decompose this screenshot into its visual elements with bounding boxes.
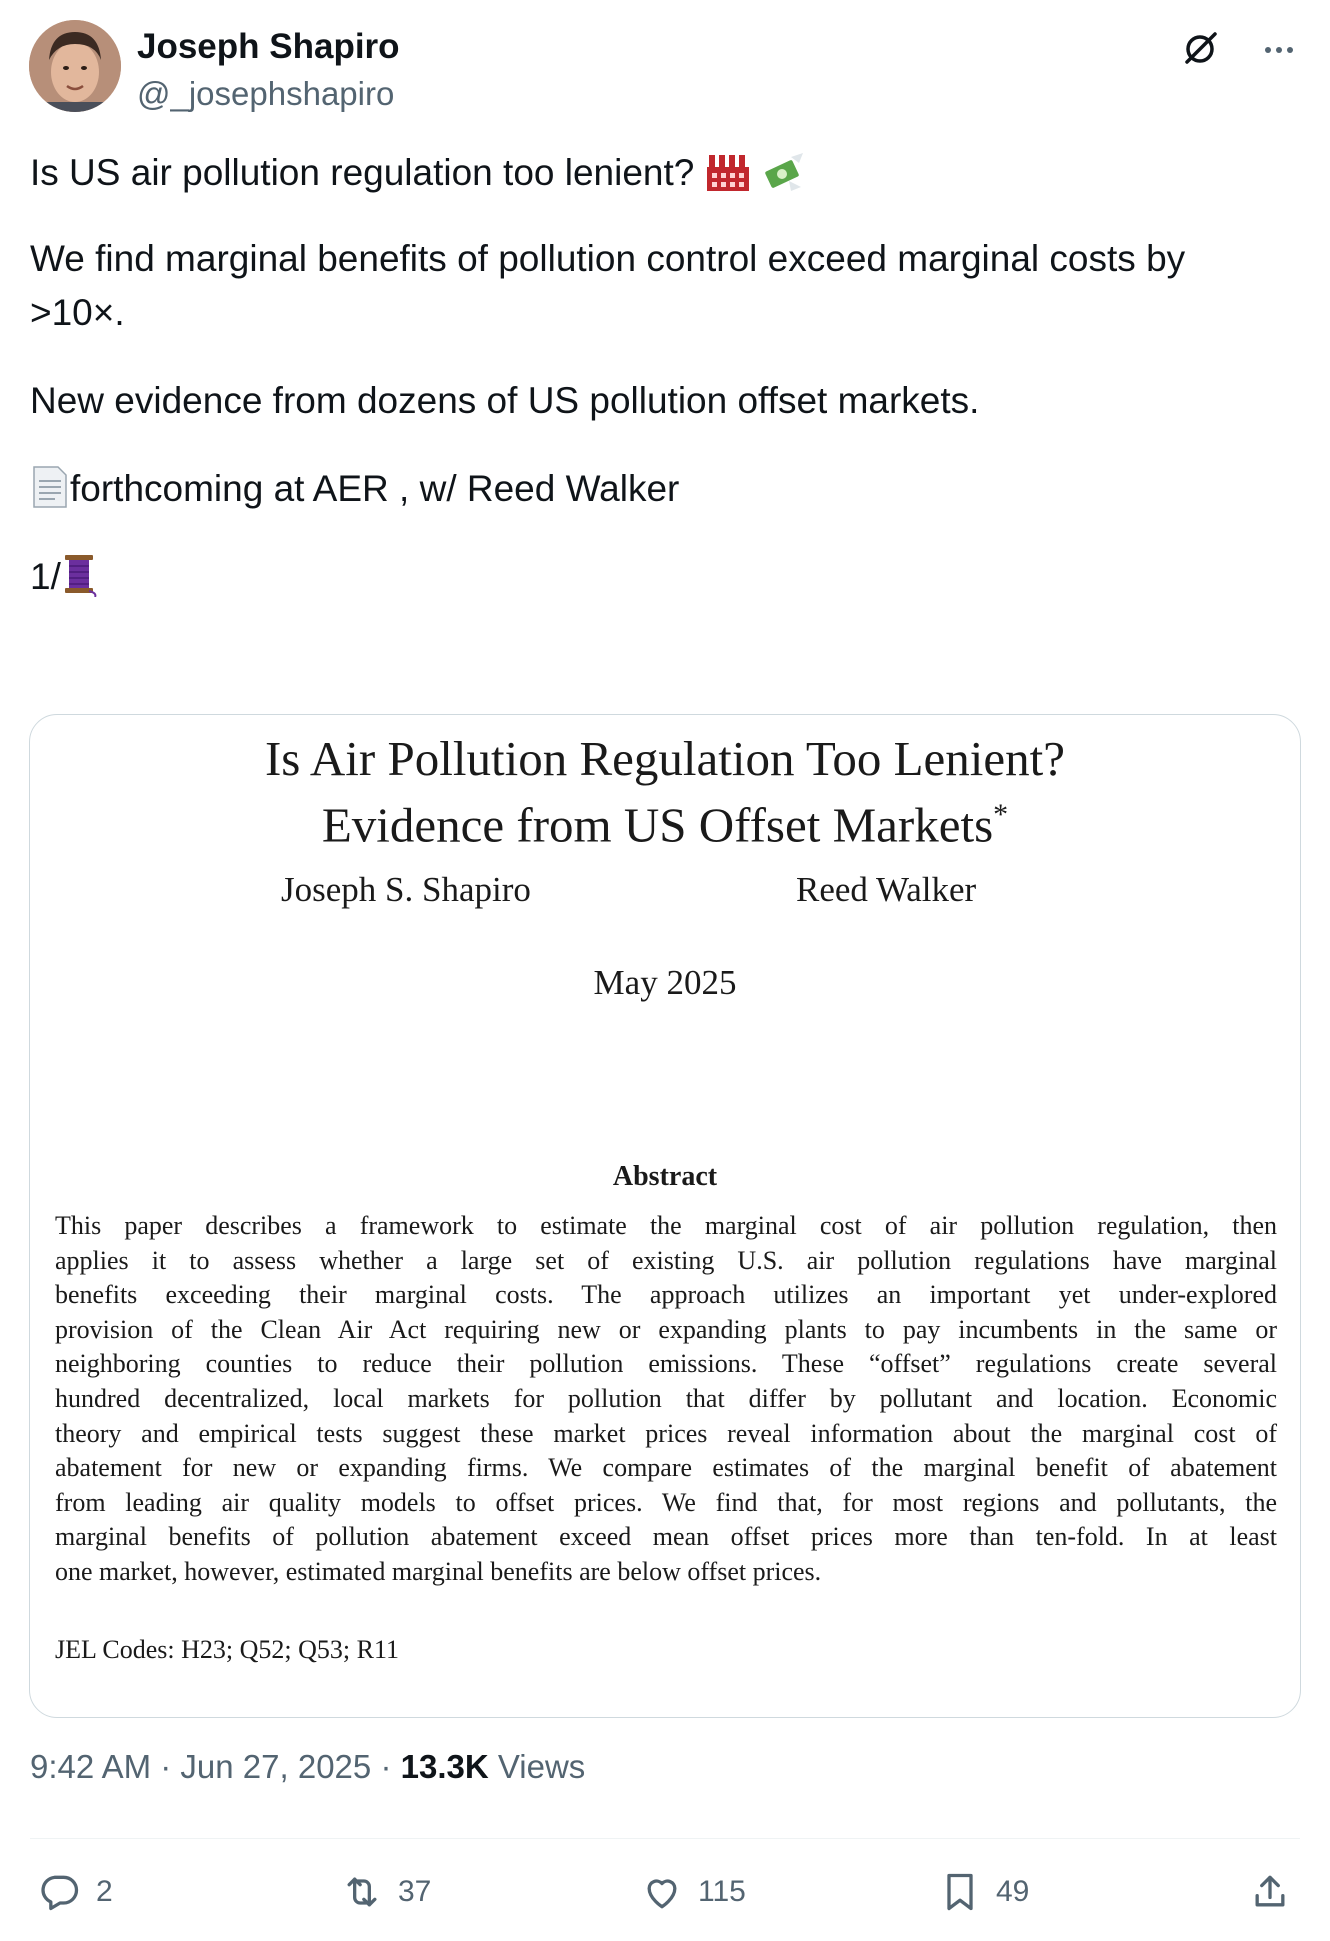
money-with-wings-emoji <box>761 151 805 193</box>
tweet-line-3: >10×. <box>30 292 125 333</box>
views-label: Views <box>497 1748 586 1785</box>
action-bar <box>30 1862 1300 1922</box>
reply-button[interactable] <box>38 1862 113 1922</box>
paper-date: May 2025 <box>593 963 737 1002</box>
paper-author-2: Reed Walker <box>796 870 977 909</box>
like-count: 115 <box>698 1875 746 1908</box>
abstract-line: neighboring counties to reduce their pollution emissions. These “offset” regulations create several <box>55 1349 1277 1379</box>
abstract-line: benefits exceeding their marginal costs. The approach utilizes an important yet under-explored <box>55 1280 1277 1310</box>
tweet-date[interactable]: Jun 27, 2025 <box>180 1748 372 1785</box>
factory-emoji <box>705 151 751 193</box>
paper-title-text: Evidence from US Offset Markets <box>321 797 994 853</box>
share-icon <box>1248 1870 1292 1914</box>
tweet-header <box>29 18 1301 116</box>
tweet-line <box>30 146 805 200</box>
paper-title-line-2 <box>30 787 1300 853</box>
paper-image-card[interactable] <box>29 714 1301 1718</box>
abstract-line: provision of the Clean Air Act requiring new or expanding plants to pay incumbents in the same or <box>55 1314 1277 1344</box>
abstract-line: abatement for new or expanding firms. We compare estimates of the marginal benefit of abatement <box>55 1453 1277 1483</box>
abstract-line: applies it to assess whether a large set of existing U.S. air pollution regulations have marginal <box>55 1245 1277 1275</box>
abstract-line: hundred decentralized, local markets for pollution that differ by pollutant and location. Economic <box>55 1383 1277 1413</box>
abstract-line: marginal benefits of pollution abatement exceed mean offset prices more than ten-fold. In at least <box>55 1522 1277 1552</box>
heart-icon <box>640 1870 684 1914</box>
divider <box>30 1838 1300 1839</box>
tweet-line-1: Is US air pollution regulation too lenient? <box>30 152 695 193</box>
abstract-line: one market, however, estimated marginal benefits are below offset prices. <box>55 1556 822 1586</box>
avatar[interactable] <box>29 20 121 112</box>
jel-codes: JEL Codes: H23; Q52; Q53; R11 <box>55 1635 400 1664</box>
tweet-line <box>30 462 679 516</box>
paper-author-1: Joseph S. Shapiro <box>281 870 531 909</box>
more-options-icon[interactable] <box>1257 28 1301 72</box>
abstract-line: This paper describes a framework to estimate the marginal cost of air pollution regulation, then <box>55 1211 1277 1240</box>
bookmark-button[interactable] <box>938 1862 1029 1922</box>
repost-button[interactable] <box>340 1862 431 1922</box>
reply-icon <box>38 1870 82 1914</box>
reply-count: 2 <box>96 1875 113 1908</box>
title-footnote-mark: * <box>993 798 1009 831</box>
display-name[interactable]: Joseph Shapiro <box>137 27 400 66</box>
paper-title-line-1: Is Air Pollution Regulation Too Lenient? <box>264 731 1065 786</box>
abstract-line: from leading air quality models to offset prices. We find that, for most regions and pollutants, the <box>55 1487 1277 1517</box>
bookmark-count: 49 <box>996 1875 1030 1908</box>
repost-count: 37 <box>398 1875 432 1908</box>
tweet-line-2: We find marginal benefits of pollution control exceed marginal costs by <box>30 238 1186 279</box>
bookmark-icon <box>938 1870 982 1914</box>
tweet-meta <box>30 1748 585 1786</box>
abstract-heading: Abstract <box>612 1161 718 1192</box>
grok-icon[interactable] <box>1179 26 1223 70</box>
share-button[interactable] <box>1248 1862 1292 1922</box>
tweet-time[interactable]: 9:42 AM <box>30 1748 152 1785</box>
repost-icon <box>340 1870 384 1914</box>
thread-emoji <box>61 553 99 597</box>
abstract-line: theory and empirical tests suggest these market prices reveal information about the marginal cost of <box>55 1418 1277 1448</box>
views-count: 13.3K <box>400 1748 489 1785</box>
meta-separator: · <box>160 1748 172 1785</box>
tweet-line-6: 1/ <box>30 556 61 597</box>
like-button[interactable] <box>640 1862 746 1922</box>
handle[interactable]: @_josephshapiro <box>137 75 395 112</box>
tweet-line <box>30 550 99 604</box>
meta-separator: · <box>380 1748 392 1785</box>
tweet-line-4: New evidence from dozens of US pollution offset markets. <box>30 380 980 421</box>
abstract-body <box>55 1209 1277 1590</box>
tweet-line-5: forthcoming at AER , w/ Reed Walker <box>70 468 680 509</box>
page-emoji <box>30 465 70 509</box>
